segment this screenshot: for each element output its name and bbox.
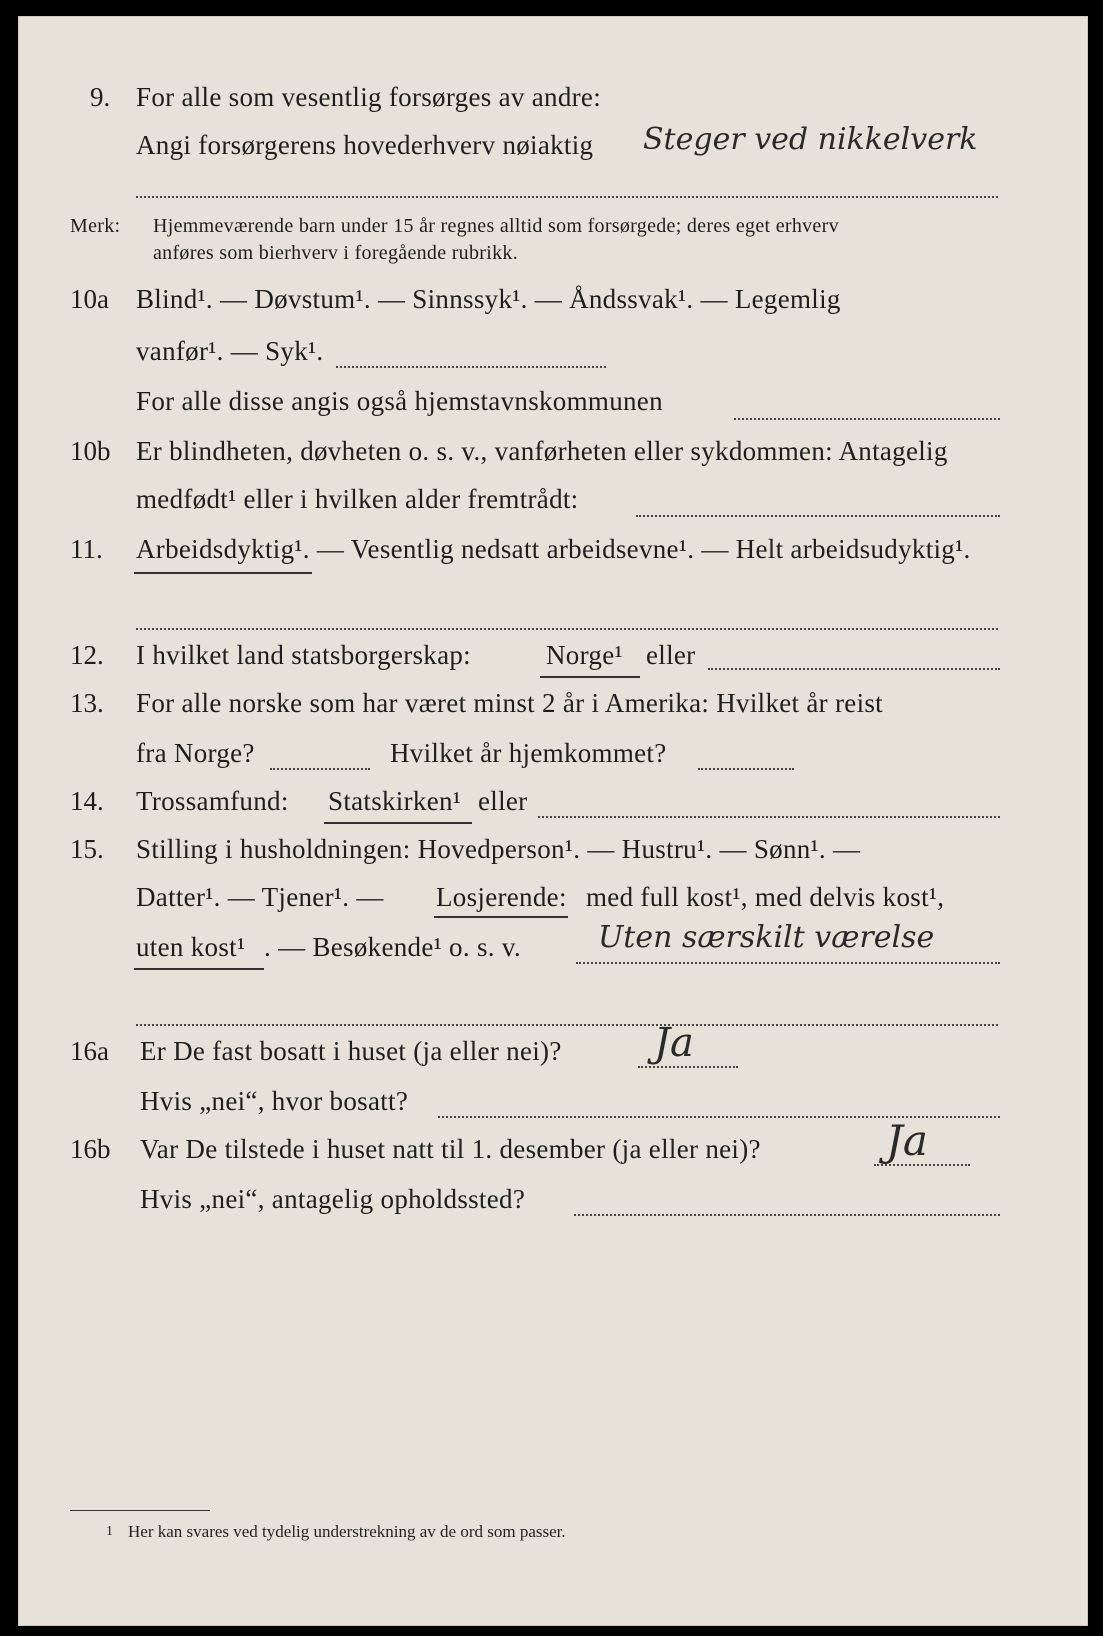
q15-line3b: . — Besøkende¹ o. s. v. xyxy=(264,932,521,962)
q16b-line1: Var De tilstede i huset natt til 1. desember (ja eller nei)? xyxy=(140,1134,761,1164)
q13-number: 13. xyxy=(70,688,104,718)
q10b-number: 10b xyxy=(70,436,111,466)
q11-number: 11. xyxy=(70,534,103,564)
q13-hjemkommet-line xyxy=(698,768,794,770)
q10a-line1: Blind¹. — Døvstum¹. — Sinnssyk¹. — Åndssvak¹. — Legemlig xyxy=(136,284,841,314)
q9-handwritten-answer: Steger ved nikkelverk xyxy=(643,122,978,157)
q15-underline-uten-kost xyxy=(134,968,264,970)
footnote-text: Her kan svares ved tydelig understrekning av de ord som passer. xyxy=(128,1522,566,1541)
q9-line2: Angi forsørgerens hovederhverv nøiaktig xyxy=(136,130,594,160)
q12-answer-line xyxy=(708,668,1000,670)
q15-losjerende: Losjerende: xyxy=(436,882,567,912)
q10b-line1: Er blindheten, døvheten o. s. v., vanførheten eller sykdommen: Antagelig xyxy=(136,436,948,466)
q16a-handwritten-answer: Ja xyxy=(654,1020,694,1066)
q13-line2b: Hvilket år hjemkommet? xyxy=(390,738,667,768)
q16b-answer-line xyxy=(874,1164,970,1166)
q13-line1: For alle norske som har været minst 2 år i Amerika: Hvilket år reist xyxy=(136,688,883,718)
q9-line1: For alle som vesentlig forsørges av andre: xyxy=(136,82,601,112)
q14-answer-line xyxy=(538,816,1000,818)
q10a-line2: vanfør¹. — Syk¹. xyxy=(136,336,324,366)
footnote-rule xyxy=(70,1510,210,1511)
q15-line1: Stilling i husholdningen: Hovedperson¹. — Hustru¹. — Sønn¹. — xyxy=(136,834,861,864)
q14-label: Trossamfund: xyxy=(136,786,289,816)
q14-eller: eller xyxy=(478,786,528,816)
q12-eller: eller xyxy=(646,640,696,670)
q12-label: I hvilket land statsborgerskap: xyxy=(136,640,471,670)
q15-uten-kost: uten kost¹ xyxy=(136,932,246,962)
q16b-number: 16b xyxy=(70,1134,111,1164)
q12-norge: Norge¹ xyxy=(546,640,623,670)
q11-answer-line xyxy=(136,628,998,630)
q14-number: 14. xyxy=(70,786,104,816)
q16b-opholdssted-line xyxy=(574,1214,1000,1216)
merk-label: Merk: xyxy=(70,215,121,237)
merk-line2: anføres som bierhverv i foregående rubrikk. xyxy=(153,242,518,264)
q15-line2a: Datter¹. — Tjener¹. — xyxy=(136,882,384,912)
q16a-line2: Hvis „nei“, hvor bosatt? xyxy=(140,1086,409,1116)
q14-underline-statskirken xyxy=(324,822,472,824)
q9-number: 9. xyxy=(90,82,111,112)
census-form-page xyxy=(18,16,1088,1626)
q13-reist-line xyxy=(270,768,370,770)
q10b-line2: medfødt¹ eller i hvilken alder fremtrådt: xyxy=(136,484,579,514)
q14-statskirken: Statskirken¹ xyxy=(328,786,462,816)
q16a-answer-line xyxy=(638,1066,738,1068)
q10b-alder-line xyxy=(636,515,1000,517)
q15-line2c: med full kost¹, med delvis kost¹, xyxy=(586,882,945,912)
q15-extra-line xyxy=(136,1024,998,1026)
q16a-line1: Er De fast bosatt i huset (ja eller nei)? xyxy=(140,1036,562,1066)
footnote-mark: 1 xyxy=(106,1524,113,1539)
q15-handwritten-answer: Uten særskilt værelse xyxy=(598,920,935,955)
q15-answer-line xyxy=(576,962,1000,964)
q15-number: 15. xyxy=(70,834,104,864)
q12-number: 12. xyxy=(70,640,104,670)
q13-line2a: fra Norge? xyxy=(136,738,255,768)
q16a-number: 16a xyxy=(70,1036,109,1066)
q10a-line3: For alle disse angis også hjemstavnskommunen xyxy=(136,386,663,416)
q16b-line2: Hvis „nei“, antagelig opholdssted? xyxy=(140,1184,526,1214)
q10a-syk-line xyxy=(336,366,606,368)
q12-underline-norge xyxy=(540,676,640,678)
q10a-hjemstavn-line xyxy=(734,418,1000,420)
q9-answer-line xyxy=(136,196,998,198)
q11-line1: Arbeidsdyktig¹. — Vesentlig nedsatt arbeidsevne¹. — Helt arbeidsudyktig¹. xyxy=(136,534,971,564)
q11-underline-arbeidsdyktig xyxy=(134,572,312,574)
q10a-number: 10a xyxy=(70,284,109,314)
merk-line1: Hjemmeværende barn under 15 år regnes alltid som forsørgede; deres eget erhverv xyxy=(153,215,839,237)
q16b-handwritten-answer: Ja xyxy=(886,1116,928,1165)
q15-underline-losjerende xyxy=(434,916,568,918)
